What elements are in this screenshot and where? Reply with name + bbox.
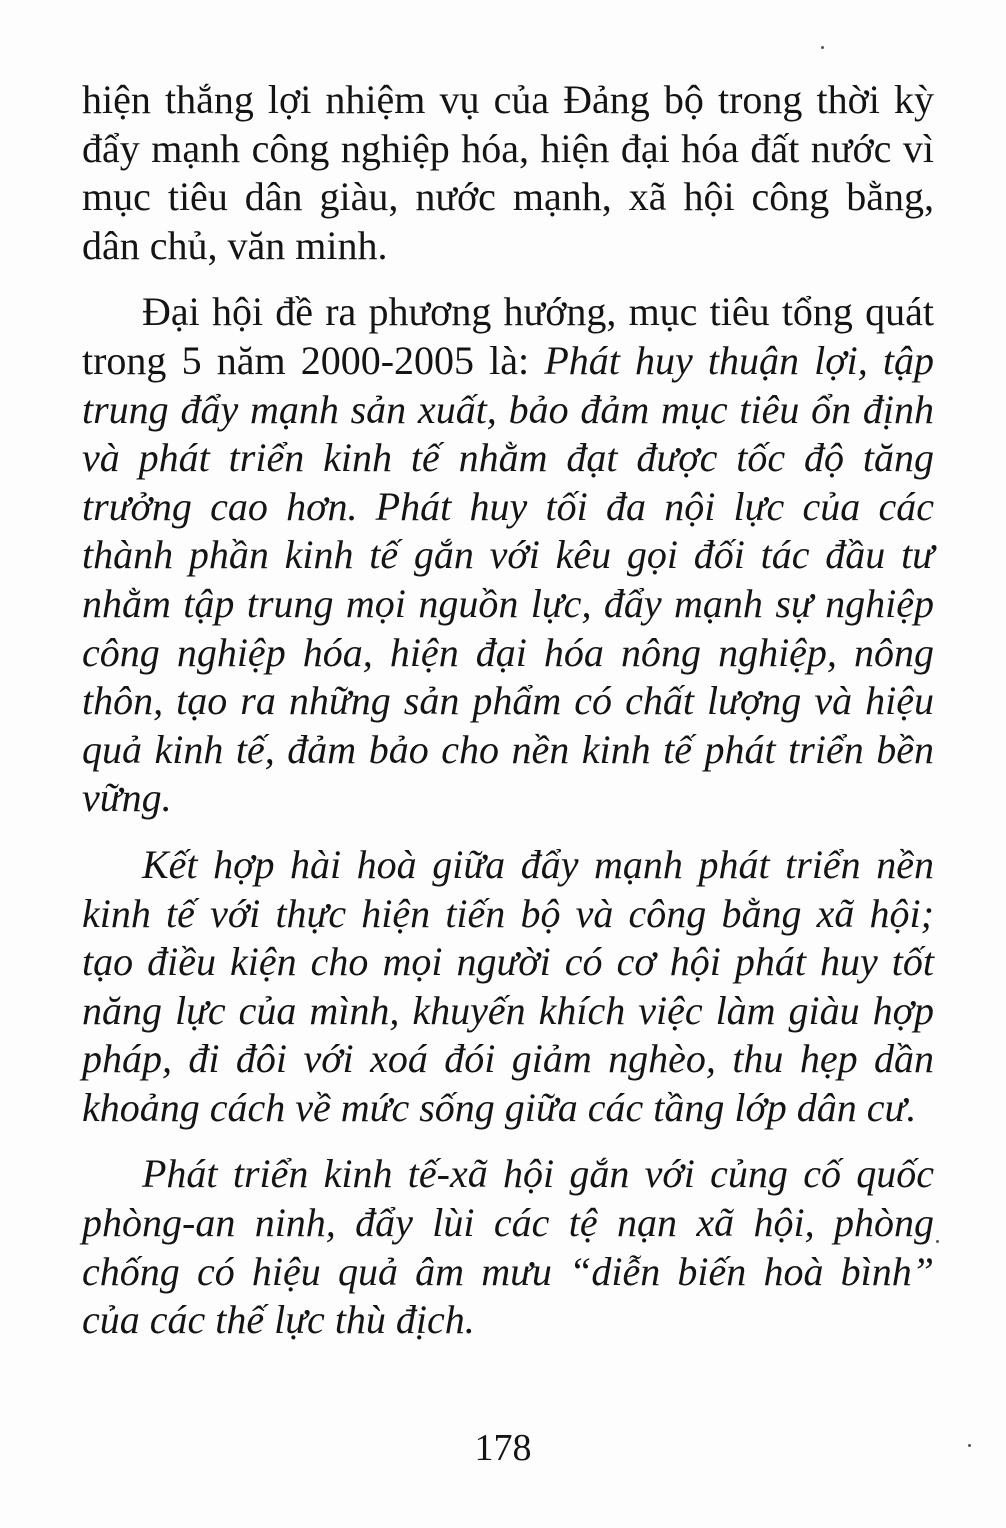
scan-speck [936,1240,939,1243]
paragraph-4 [82,1150,934,1344]
paragraph-2-text: Đại hội đề ra phương hướng, mục tiêu tổng quát trong 5 năm 2000-2005 là: [82,289,934,383]
scan-speck [821,46,824,49]
paragraph-2-italic-text: Phát huy thuận lợi, tập trung đẩy mạnh sản xuất, bảo đảm mục tiêu ổn định và phát triển kinh tế nhằm đạt được tốc độ tăng trưởng cao hơn. Phát huy tối đa nội lực của các thành phần kinh tế gắn với kêu gọi đối tác đầu tư nhằm tập trung mọi nguồn lực, đẩy mạnh sự nghiệp công nghiệp hóa, hiện đại hóa nông nghiệp, nông thôn, tạo ra những sản phẩm có chất lượng và hiệu quả kinh tế, đảm bảo cho nền kinh tế phát triển bền vững. [82,337,934,821]
scan-speck [968,1444,971,1447]
paragraph-3 [82,841,934,1133]
page-number: 178 [474,1427,532,1469]
paragraph-2 [82,288,934,823]
paragraph-3-italic-text: Kết hợp hài hoà giữa đẩy mạnh phát triển nền kinh tế với thực hiện tiến bộ và công bằng xã hội; tạo điều kiện cho mọi người có cơ hội phát huy tốt năng lực của mình, khuyến khích việc làm giàu hợp pháp, đi đôi với xoá đói giảm nghèo, thu hẹp dần khoảng cách về mức sống giữa các tầng lớp dân cư. [82,841,934,1130]
body-text [82,76,934,1345]
paragraph-1-text: hiện thắng lợi nhiệm vụ của Đảng bộ trong thời kỳ đẩy mạnh công nghiệp hóa, hiện đại hóa đất nước vì mục tiêu dân giàu, nước mạnh, xã hội công bằng, dân chủ, văn minh. [82,77,934,268]
paragraph-1 [82,76,934,270]
paragraph-4-italic-text: Phát triển kinh tế-xã hội gắn với củng cố quốc phòng-an ninh, đẩy lùi các tệ nạn xã hội, phòng chống có hiệu quả âm mưu “diễn biến hoà bình” của các thế lực thù địch. [82,1151,934,1343]
